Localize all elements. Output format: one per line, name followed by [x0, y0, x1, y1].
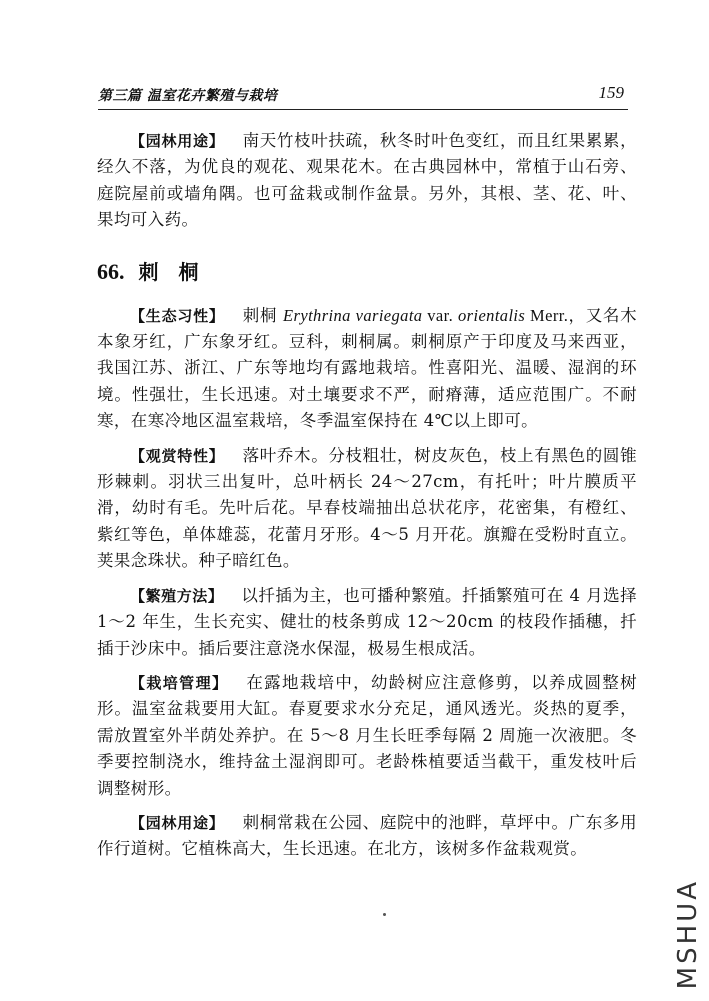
landscape-use-paragraph [97, 810, 637, 863]
paragraph-text: 以扦插为主，也可播种繁殖。扦插繁殖可在 4 月选择 1～2 年生，生长充实、健壮的枝条剪成 12～20cm 的枝段作插穗，扦插于沙床中。插后要注意浇水保湿，极易生根成活。 [97, 585, 637, 658]
var-abbrev: var. [422, 305, 458, 325]
paragraph-text: 在露地栽培中，幼龄树应注意修剪，以养成圆整树形。温室盆栽要用大缸。春夏要求水分充足，通风透光。炎热的夏季，需放置室外半荫处养护。在 5～8 月生长旺季每隔 2 周施一次液肥。冬季要控制浇水，维持盆土湿润即可。老龄株植要适当截干，重发枝叶后调整树形。 [97, 672, 637, 798]
cultivation-paragraph [97, 670, 637, 802]
page-body [97, 128, 637, 863]
chapter-title: 第三篇 温室花卉繁殖与栽培 [98, 88, 278, 104]
paragraph-label: 【繁殖方法】 [130, 586, 224, 605]
common-name: 刺桐 [242, 305, 284, 325]
paragraph-label: 【园林用途】 [130, 132, 225, 150]
paragraph-label: 【园林用途】 [130, 813, 225, 832]
page-number: 159 [598, 83, 624, 102]
paragraph-label: 【生态习性】 [130, 306, 225, 325]
section-title: 刺桐 [138, 259, 219, 284]
ecology-paragraph [97, 303, 637, 435]
section-heading [97, 256, 637, 285]
running-header [98, 83, 628, 110]
intro-landscape-use-paragraph [97, 128, 637, 234]
paragraph-label: 【观赏特性】 [130, 446, 225, 465]
ornamental-paragraph [97, 443, 637, 575]
section-number: 66. [97, 258, 125, 284]
paragraph-text: 刺桐常栽在公园、庭院中的池畔，草坪中。广东多用作行道树。它植株高大，生长迅速。在北方，该树多作盆栽观赏。 [97, 812, 637, 859]
watermark: MSHUA [673, 878, 703, 989]
paragraph-label: 【栽培管理】 [130, 673, 229, 692]
paragraph-text: 又名木本象牙红，广东象牙红。豆科，刺桐属。刺桐原产于印度及马来西亚，我国江苏、浙江、广东等地均有露地栽培。性喜阳光、温暖、湿润的环境。性强壮，生长迅速。对土壤要求不严，耐瘠薄，适应范围广。不耐寒，在寒冷地区温室栽培，冬季温室保持在 4℃以上即可。 [97, 305, 638, 431]
authority-abbrev: Merr.， [525, 305, 586, 325]
latin-species-name: Erythrina variegata [283, 305, 423, 325]
paragraph-text: 南天竹枝叶扶疏，秋冬时叶色变红，而且红果累累，经久不落，为优良的观花、观果花木。在古典园林中，常植于山石旁、庭院屋前或墙角隅。也可盆栽或制作盆景。另外，其根、茎、花、叶、果均可入药。 [97, 131, 637, 230]
latin-variety-name: orientalis [457, 305, 526, 325]
scan-speck [383, 913, 386, 916]
paragraph-text: 落叶乔木。分枝粗壮，树皮灰色，枝上有黑色的圆锥形棘刺。羽状三出复叶，总叶柄长 24～27cm，有托叶；叶片膜质平滑，幼时有毛。先叶后花。早春枝端抽出总状花序，花密集，有橙红、紫红等色，单体雄蕊，花蕾月牙形。4～5 月开花。旗瓣在受粉时直立。荚果念珠状。种子暗红色。 [97, 445, 637, 571]
propagation-paragraph [97, 583, 637, 662]
